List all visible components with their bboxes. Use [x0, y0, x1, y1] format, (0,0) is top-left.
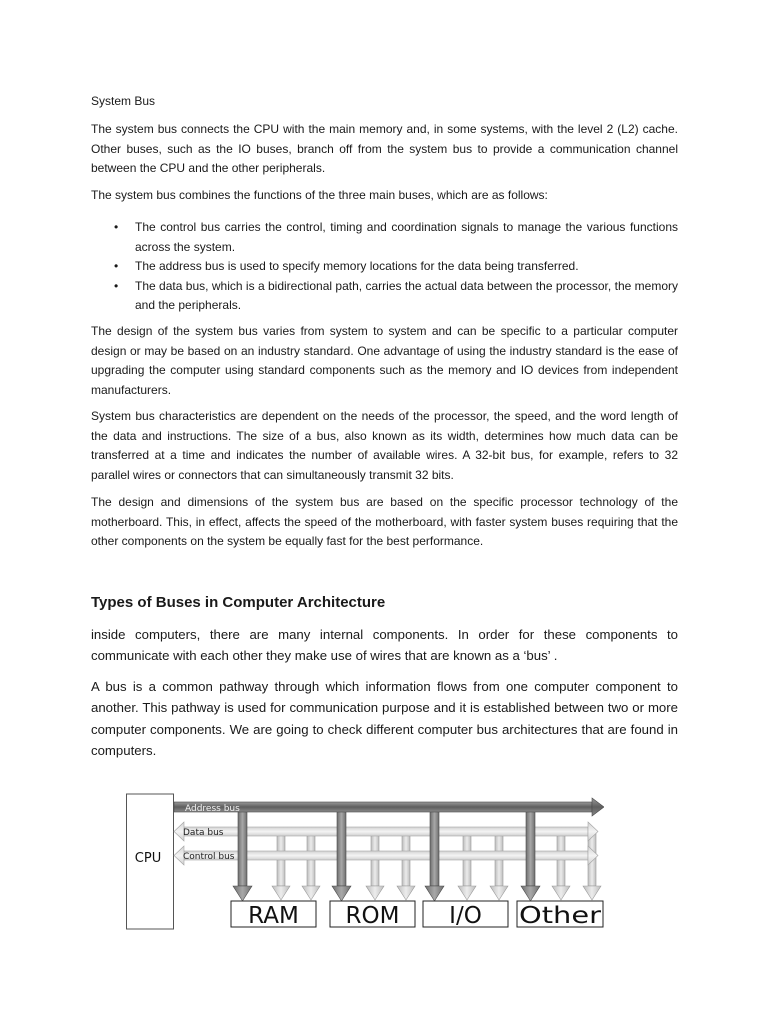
- connector-light: [458, 830, 476, 900]
- paragraph-7: A bus is a common pathway through which information flows from one computer component to another. This pathway is used for communication purpose and it is established between two or more computer components. We are going to check different computer bus architectures that are found in computers.: [91, 679, 678, 759]
- component-label-ram: RAM: [248, 903, 299, 929]
- list-item: • The control bus carries the control, timing and coordination signals to manage the various functions across the system.: [91, 218, 678, 257]
- component-label-other: Other: [519, 903, 602, 929]
- connector-light: [397, 830, 415, 900]
- connector-light: [583, 830, 601, 900]
- paragraph-5: The design and dimensions of the system bus are based on the specific processor technology of the motherboard. This, in effect, affects the speed of the motherboard, with faster system buses requiring that the other components on the system be equally fast for the best performance.: [91, 495, 678, 548]
- paragraph-3: The design of the system bus varies from system to system and can be specific to a particular computer design or may be based on an industry standard. One advantage of using the industry standard is the ease of upgrading the computer using standard components such as the memory and IO devices from independent manufacturers.: [91, 324, 678, 397]
- components: [231, 901, 603, 929]
- connector-light: [490, 830, 508, 900]
- paragraph-4: System bus characteristics are dependent on the needs of the processor, the speed, and the word length of the data and instructions. The size of a bus, also known as its width, determines how much data can be transferred at a time and indicates the number of available wires. A 32-bit bus, for example, refers to 32 parallel wires or connectors that can simultaneously transmit 32 bits.: [91, 409, 678, 482]
- connector-light: [302, 830, 320, 900]
- component-label-io: I/O: [449, 903, 482, 929]
- list-item: • The address bus is used to specify memory locations for the data being transferred.: [91, 257, 678, 277]
- bus-list: [91, 218, 678, 316]
- data-bus-label: Data bus: [183, 828, 224, 838]
- control-bus-label: Control bus: [183, 852, 235, 862]
- cpu-label: CPU: [134, 851, 162, 866]
- connector-light: [552, 830, 570, 900]
- list-item: • The data bus, which is a bidirectional path, carries the actual data between the processor, the memory and the peripherals.: [91, 277, 678, 316]
- connector-light: [366, 830, 384, 900]
- connector-light: [272, 830, 290, 900]
- section-title: System Bus: [91, 94, 156, 108]
- section-heading: Types of Buses in Computer Architecture: [91, 594, 386, 611]
- bus-architecture-diagram: [126, 790, 604, 930]
- component-label-rom: ROM: [345, 903, 400, 929]
- paragraph-6: inside computers, there are many internal components. In order for these components to communicate with each other they make use of wires that are known as a ‘bus’ .: [91, 627, 678, 664]
- paragraph-1: The system bus connects the CPU with the main memory and, in some systems, with the level 2 (L2) cache. Other buses, such as the IO buses, branch off from the system bus to provide a communication channel between the CPU and the other peripherals.: [91, 122, 678, 175]
- paragraph-2: The system bus combines the functions of the three main buses, which are as follows:: [91, 188, 548, 202]
- address-bus-label: Address bus: [185, 804, 240, 814]
